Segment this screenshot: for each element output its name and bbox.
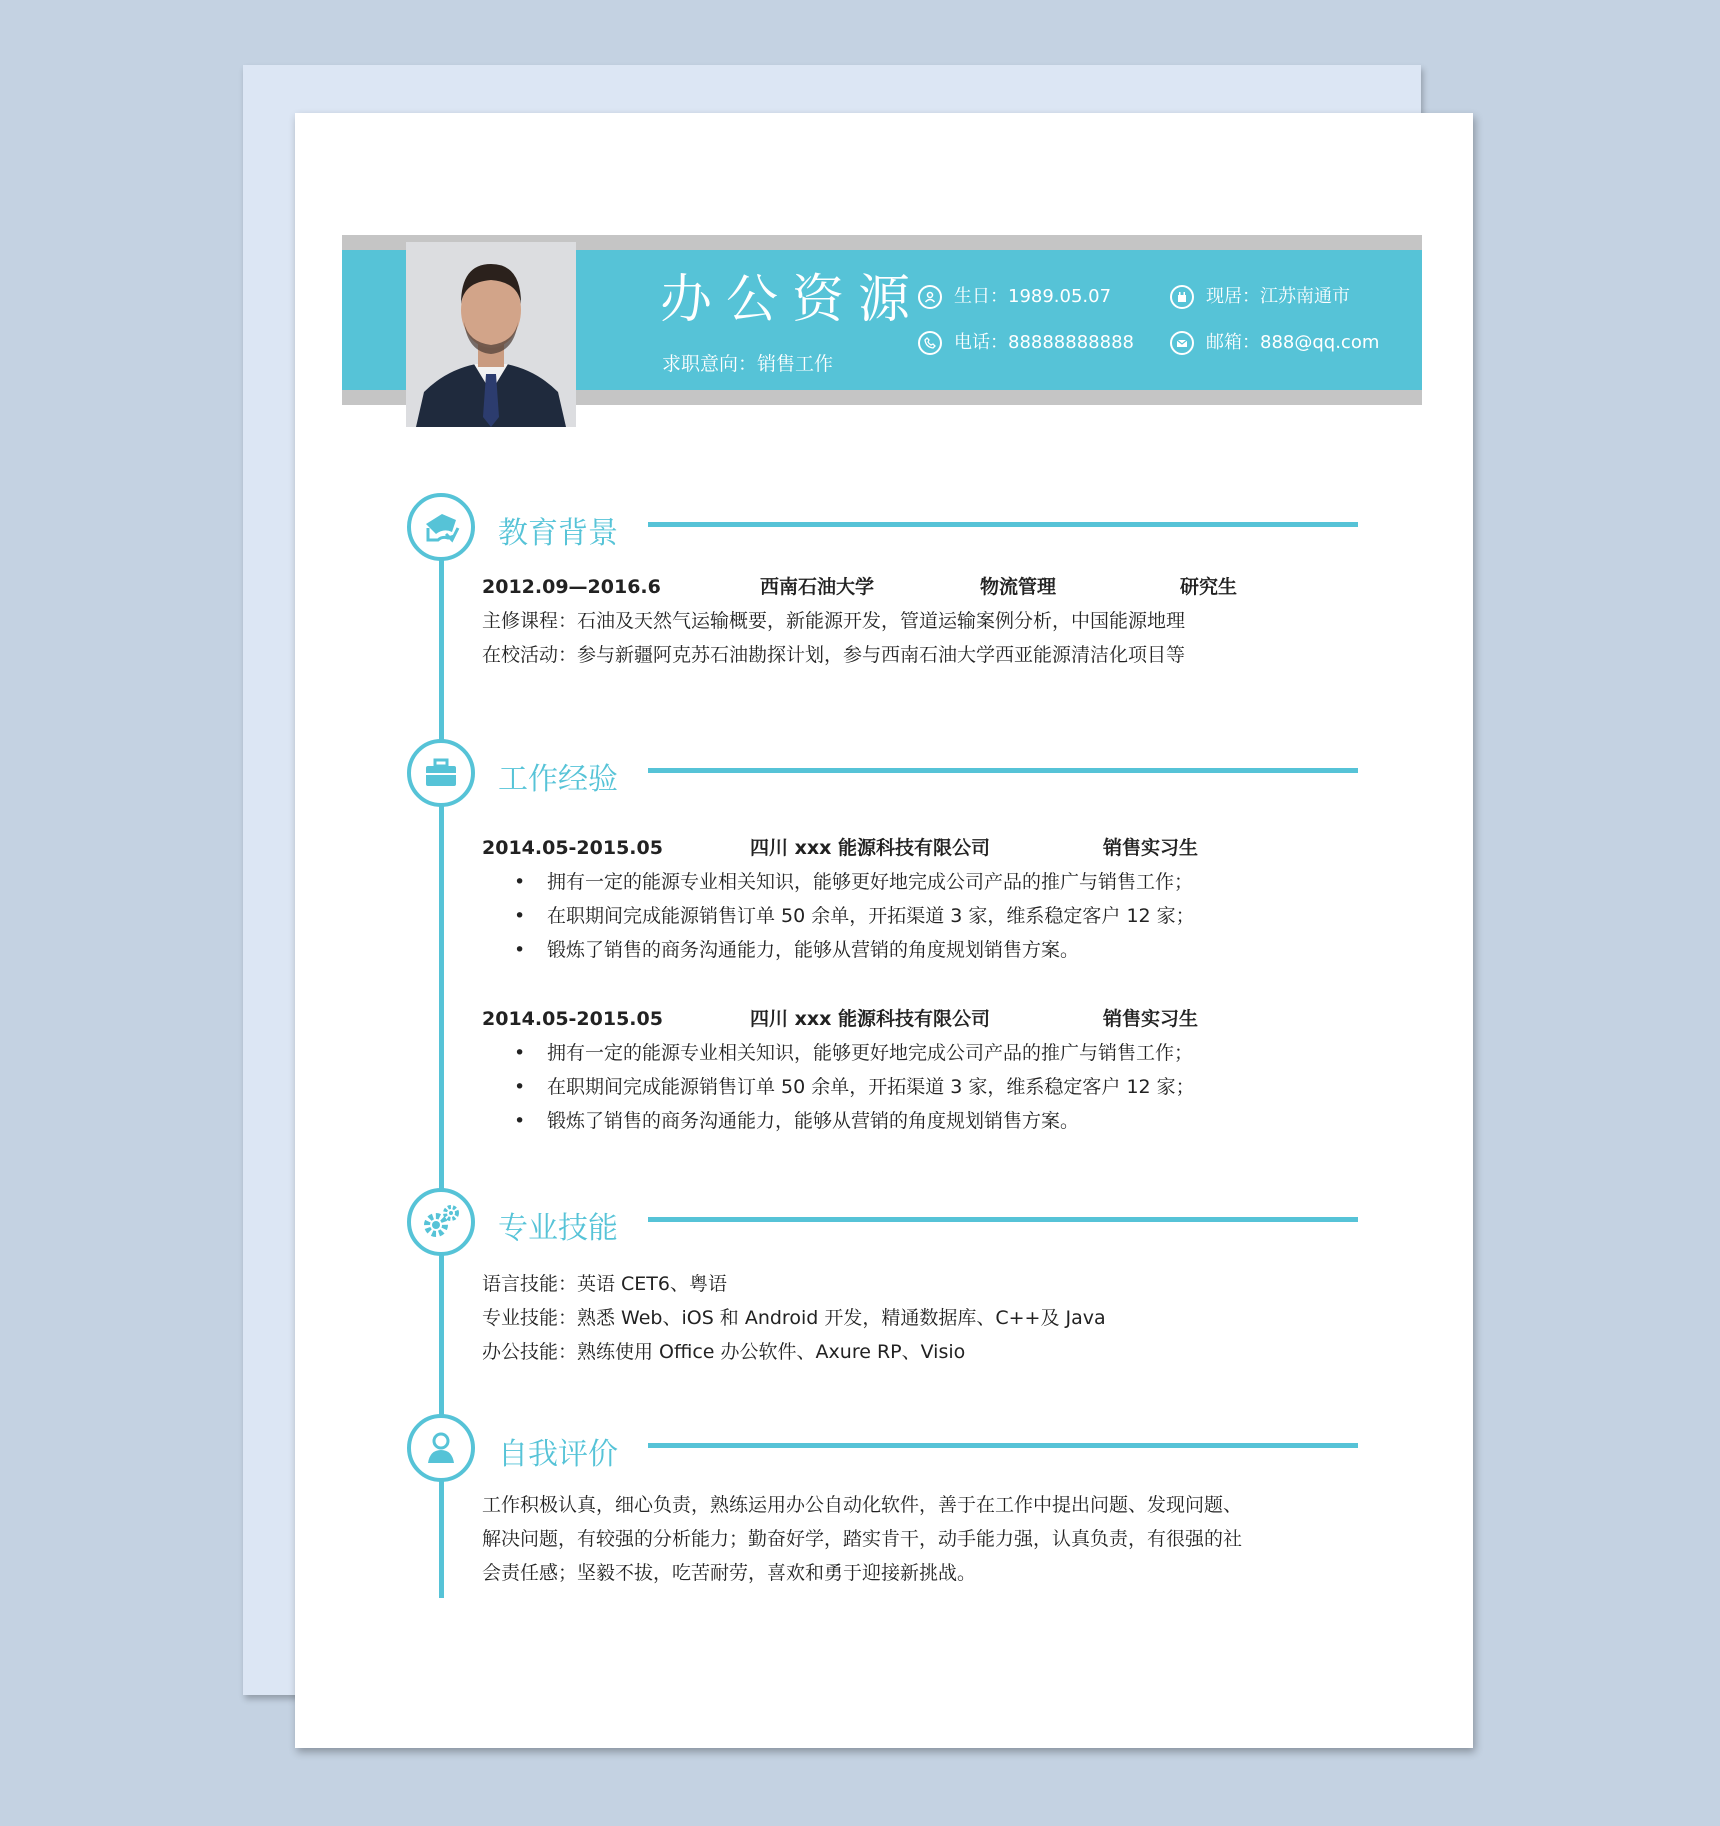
bullet-dot: • <box>514 905 526 927</box>
work-title: 工作经验 <box>498 762 618 797</box>
skill-office: 办公技能：熟练使用 Office 办公软件、Axure RP、Visio <box>482 1341 966 1363</box>
skills-title: 专业技能 <box>498 1211 618 1246</box>
skills-rule <box>648 1217 1358 1222</box>
job1-company: 四川 xxx 能源科技有限公司 <box>750 837 990 859</box>
job2-role: 销售实习生 <box>1103 1008 1199 1030</box>
edu-activities: 在校活动：参与新疆阿克苏石油勘探计划，参与西南石油大学西亚能源清洁化项目等 <box>482 644 1186 666</box>
work-rule <box>648 768 1358 773</box>
self-eval-line-2: 解决问题，有较强的分析能力；勤奋好学，踏实肯干，动手能力强，认真负责，有很强的社 <box>482 1528 1243 1550</box>
resume-page <box>295 113 1473 1748</box>
phone-text: 电话：88888888888 <box>954 332 1134 353</box>
education-section-icon <box>407 493 475 561</box>
job1-bullet-2: 在职期间完成能源销售订单 50 余单，开拓渠道 3 家，维系稳定客户 12 家； <box>547 905 1195 927</box>
bullet-dot: • <box>514 1076 526 1098</box>
edu-period: 2012.09—2016.6 <box>482 576 661 598</box>
graduation-cap-icon <box>422 510 460 544</box>
self-eval-line-1: 工作积极认真，细心负责，熟练运用办公自动化软件，善于在工作中提出问题、发现问题、 <box>482 1494 1243 1516</box>
briefcase-icon <box>424 758 458 788</box>
education-title: 教育背景 <box>498 516 618 551</box>
gears-icon <box>421 1204 461 1240</box>
edu-courses: 主修课程：石油及天然气运输概要，新能源开发，管道运输案例分析，中国能源地理 <box>482 610 1186 632</box>
candidate-name: 办公资源 <box>660 270 925 330</box>
job2-company: 四川 xxx 能源科技有限公司 <box>750 1008 990 1030</box>
edu-school: 西南石油大学 <box>760 576 875 598</box>
job2-bullet-2: 在职期间完成能源销售订单 50 余单，开拓渠道 3 家，维系稳定客户 12 家； <box>547 1076 1195 1098</box>
job1-bullet-3: 锻炼了销售的商务沟通能力，能够从营销的角度规划销售方案。 <box>547 939 1080 961</box>
edu-degree: 研究生 <box>1180 576 1238 598</box>
job-intent: 求职意向：销售工作 <box>662 353 834 375</box>
work-section-icon <box>407 739 475 807</box>
edu-major: 物流管理 <box>980 576 1057 598</box>
self-eval-section-icon <box>407 1414 475 1482</box>
job2-period: 2014.05-2015.05 <box>482 1008 663 1030</box>
bullet-dot: • <box>514 1042 526 1064</box>
mail-icon <box>1170 331 1194 355</box>
skill-language: 语言技能：英语 CET6、粤语 <box>482 1273 728 1295</box>
email-text: 邮箱：888@qq.com <box>1206 332 1380 353</box>
job2-bullet-1: 拥有一定的能源专业相关知识，能够更好地完成公司产品的推广与销售工作； <box>547 1042 1194 1064</box>
self-eval-title: 自我评价 <box>498 1437 618 1472</box>
job1-role: 销售实习生 <box>1103 837 1199 859</box>
skills-section-icon <box>407 1188 475 1256</box>
person-icon <box>424 1431 458 1465</box>
user-circle-icon <box>918 285 942 309</box>
contact-birthday <box>918 284 1111 310</box>
contact-phone <box>918 330 1134 356</box>
education-rule <box>648 522 1358 527</box>
avatar-photo <box>406 242 576 427</box>
job1-bullet-1: 拥有一定的能源专业相关知识，能够更好地完成公司产品的推广与销售工作； <box>547 871 1194 893</box>
phone-icon <box>918 331 942 355</box>
self-eval-rule <box>648 1443 1358 1448</box>
job1-period: 2014.05-2015.05 <box>482 837 663 859</box>
self-eval-line-3: 会责任感；坚毅不拔，吃苦耐劳，喜欢和勇于迎接新挑战。 <box>482 1562 977 1584</box>
bullet-dot: • <box>514 1110 526 1132</box>
job2-bullet-3: 锻炼了销售的商务沟通能力，能够从营销的角度规划销售方案。 <box>547 1110 1080 1132</box>
bullet-dot: • <box>514 871 526 893</box>
home-icon <box>1170 285 1194 309</box>
contact-email <box>1170 330 1379 356</box>
birthday-text: 生日：1989.05.07 <box>954 286 1112 307</box>
contact-residence <box>1170 284 1350 310</box>
skill-professional: 专业技能：熟悉 Web、iOS 和 Android 开发，精通数据库、C++及 Java <box>482 1307 1106 1329</box>
bullet-dot: • <box>514 939 526 961</box>
residence-text: 现居：江苏南通市 <box>1206 286 1350 307</box>
